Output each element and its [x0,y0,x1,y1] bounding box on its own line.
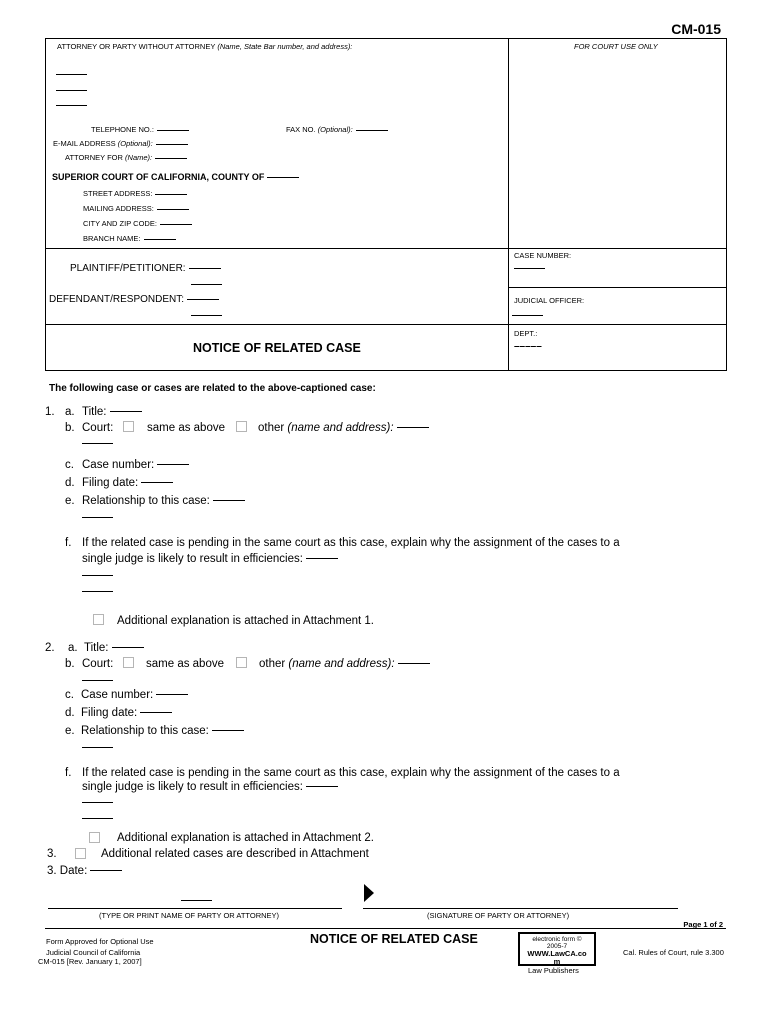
signature-line[interactable] [363,908,678,909]
footer-publishers: Law Publishers [528,966,579,975]
item2-e-letter: e. [65,725,75,737]
item2-b-letter: b. [65,658,75,670]
case-number-field[interactable] [514,268,545,269]
item2-d-letter: d. [65,707,75,719]
item1-relationship-label: Relationship to this case: [82,495,245,507]
dept-field[interactable]: ––––– [514,341,542,352]
branch-label: BRANCH NAME: [83,234,176,243]
item1-other-label: other (name and address): [258,422,429,434]
item1-relationship-line-2[interactable] [82,517,113,518]
item2-court-label: Court: [82,658,114,670]
judicial-officer-field[interactable] [512,315,543,316]
name-caption: (TYPE OR PRINT NAME OF PARTY OR ATTORNEY) [99,911,280,920]
fax-field[interactable] [356,130,388,131]
item1-title-label: Title: [82,406,142,418]
item1-c-letter: c. [65,459,74,471]
fax-label: FAX NO. (Optional): [286,125,388,134]
item1-other-field[interactable] [397,427,429,428]
footer-approved: Form Approved for Optional Use [46,937,154,946]
defendant-field[interactable] [187,299,219,300]
item3-checkbox[interactable] [75,848,86,859]
form-id: CM-015 [671,21,721,37]
attorney-label: ATTORNEY OR PARTY WITHOUT ATTORNEY (Name, State Bar number, and address): [57,42,353,51]
email-label: E-MAIL ADDRESS (Optional): [53,139,188,148]
page-number: Page 1 of 2 [683,920,723,929]
form-title: NOTICE OF RELATED CASE [193,341,361,355]
mailing-field[interactable] [157,209,189,210]
item1-court-line-2[interactable] [82,443,113,444]
eform-line-3: WWW.LawCA.co [527,949,587,958]
city-field[interactable] [160,224,192,225]
item1-f-text-2: single judge is likely to result in efficiencies: [82,553,338,565]
case-judicial-divider [508,287,726,288]
item3-number: 3. [47,848,57,860]
attorney-line-1[interactable] [56,74,87,75]
dept-label: DEPT.: [514,329,538,338]
footer-rule: Cal. Rules of Court, rule 3.300 [623,948,724,957]
street-label: STREET ADDRESS: [83,189,187,198]
item2-relationship-line-2[interactable] [82,747,113,748]
telephone-label: TELEPHONE NO.: [91,125,189,134]
item2-other-checkbox[interactable] [236,657,247,668]
item1-attach-label: Additional explanation is attached in Attachment 1. [117,615,375,627]
item2-attach-label: Additional explanation is attached in Attachment 2. [117,832,375,844]
item1-efficiency-field[interactable] [306,558,338,559]
item1-efficiency-line-3[interactable] [82,591,113,592]
item1-court-label: Court: [82,422,114,434]
item1-case-number-field[interactable] [157,464,189,465]
footer-divider [45,928,726,929]
plaintiff-line-2[interactable] [191,284,222,285]
item2-court-line-2[interactable] [82,680,113,681]
item1-e-letter: e. [65,495,75,507]
item2-number: 2. [45,642,55,654]
footer-council: Judicial Council of California [46,948,141,957]
item1-a-letter: a. [65,406,75,418]
court-use-label: FOR COURT USE ONLY [574,42,658,51]
signature-arrow-icon [364,884,374,902]
item2-relationship-field[interactable] [212,730,244,731]
item3-label: Additional related cases are described in Attachment [101,848,369,860]
item2-f-text-1: If the related case is pending in the same court as this case, explain why the assignment of the cases to a [82,767,620,779]
item2-relationship-label: Relationship to this case: [81,725,244,737]
item2-c-letter: c. [65,689,74,701]
item2-attach-checkbox[interactable] [89,832,100,843]
item1-title-field[interactable] [110,411,142,412]
intro-text: The following case or cases are related to the above-captioned case: [49,383,376,394]
item2-title-label: Title: [84,642,144,654]
eform-line-1: electronic form © [532,936,582,943]
plaintiff-field[interactable] [189,268,221,269]
defendant-line-2[interactable] [191,315,222,316]
footer-rev: CM-015 [Rev. January 1, 2007] [38,957,142,966]
item2-case-number-field[interactable] [156,694,188,695]
item2-filing-date-field[interactable] [140,712,172,713]
email-field[interactable] [156,144,188,145]
attorney-for-label: ATTORNEY FOR (Name): [65,153,187,162]
item1-d-letter: d. [65,477,75,489]
branch-field[interactable] [144,239,176,240]
item1-efficiency-line-2[interactable] [82,575,113,576]
defendant-label: DEFENDANT/RESPONDENT: [49,294,219,305]
item2-other-field[interactable] [398,663,430,664]
item2-f-letter: f. [65,767,72,779]
item1-b-letter: b. [65,422,75,434]
eform-line-2: 2005-7 [546,943,568,950]
item1-f-letter: f. [65,537,72,549]
item2-other-label: other (name and address): [259,658,430,670]
mailing-label: MAILING ADDRESS: [83,204,189,213]
item2-efficiency-field[interactable] [306,786,338,787]
item1-attach-checkbox[interactable] [93,614,104,625]
item2-same-checkbox[interactable] [123,657,134,668]
attorney-line-3[interactable] [56,105,87,106]
item1-f-text-1: If the related case is pending in the same court as this case, explain why the assignment of the cases to a [82,537,620,549]
court-party-divider [45,248,726,249]
date-field[interactable] [90,870,122,871]
item1-case-number-label: Case number: [82,459,189,471]
attorney-for-field[interactable] [155,158,187,159]
item1-same-label: same as above [147,422,225,434]
item1-relationship-field[interactable] [213,500,245,501]
item1-other-checkbox[interactable] [236,421,247,432]
item2-title-field[interactable] [112,647,144,648]
electronic-form-badge [518,932,596,966]
name-line [48,908,342,909]
attorney-line-2[interactable] [56,90,87,91]
case-number-label: CASE NUMBER: [514,251,572,260]
item1-number: 1. [45,406,55,418]
item2-efficiency-line-3[interactable] [82,818,113,819]
plaintiff-label: PLAINTIFF/PETITIONER: [70,263,221,274]
item2-filing-date-label: Filing date: [81,707,172,719]
county-field[interactable] [267,177,299,178]
item1-filing-date-field[interactable] [141,482,173,483]
court-title: SUPERIOR COURT OF CALIFORNIA, COUNTY OF [52,172,299,182]
name-field[interactable] [181,900,212,901]
item2-case-number-label: Case number: [81,689,188,701]
item2-f-text-2: single judge is likely to result in efficiencies: [82,781,338,793]
eform-line-4: m [553,957,561,966]
item2-efficiency-line-2[interactable] [82,802,113,803]
signature-caption: (SIGNATURE OF PARTY OR ATTORNEY) [427,911,570,920]
header-divider [508,38,509,370]
item2-same-label: same as above [146,658,224,670]
city-label: CITY AND ZIP CODE: [83,219,192,228]
item2-a-letter: a. [68,642,78,654]
date-label: 3. Date: [47,865,122,877]
telephone-field[interactable] [157,130,189,131]
street-field[interactable] [155,194,187,195]
judicial-officer-label: JUDICIAL OFFICER: [514,296,585,305]
item1-same-checkbox[interactable] [123,421,134,432]
title-divider [45,324,726,325]
item1-filing-date-label: Filing date: [82,477,173,489]
footer-title: NOTICE OF RELATED CASE [310,932,478,946]
